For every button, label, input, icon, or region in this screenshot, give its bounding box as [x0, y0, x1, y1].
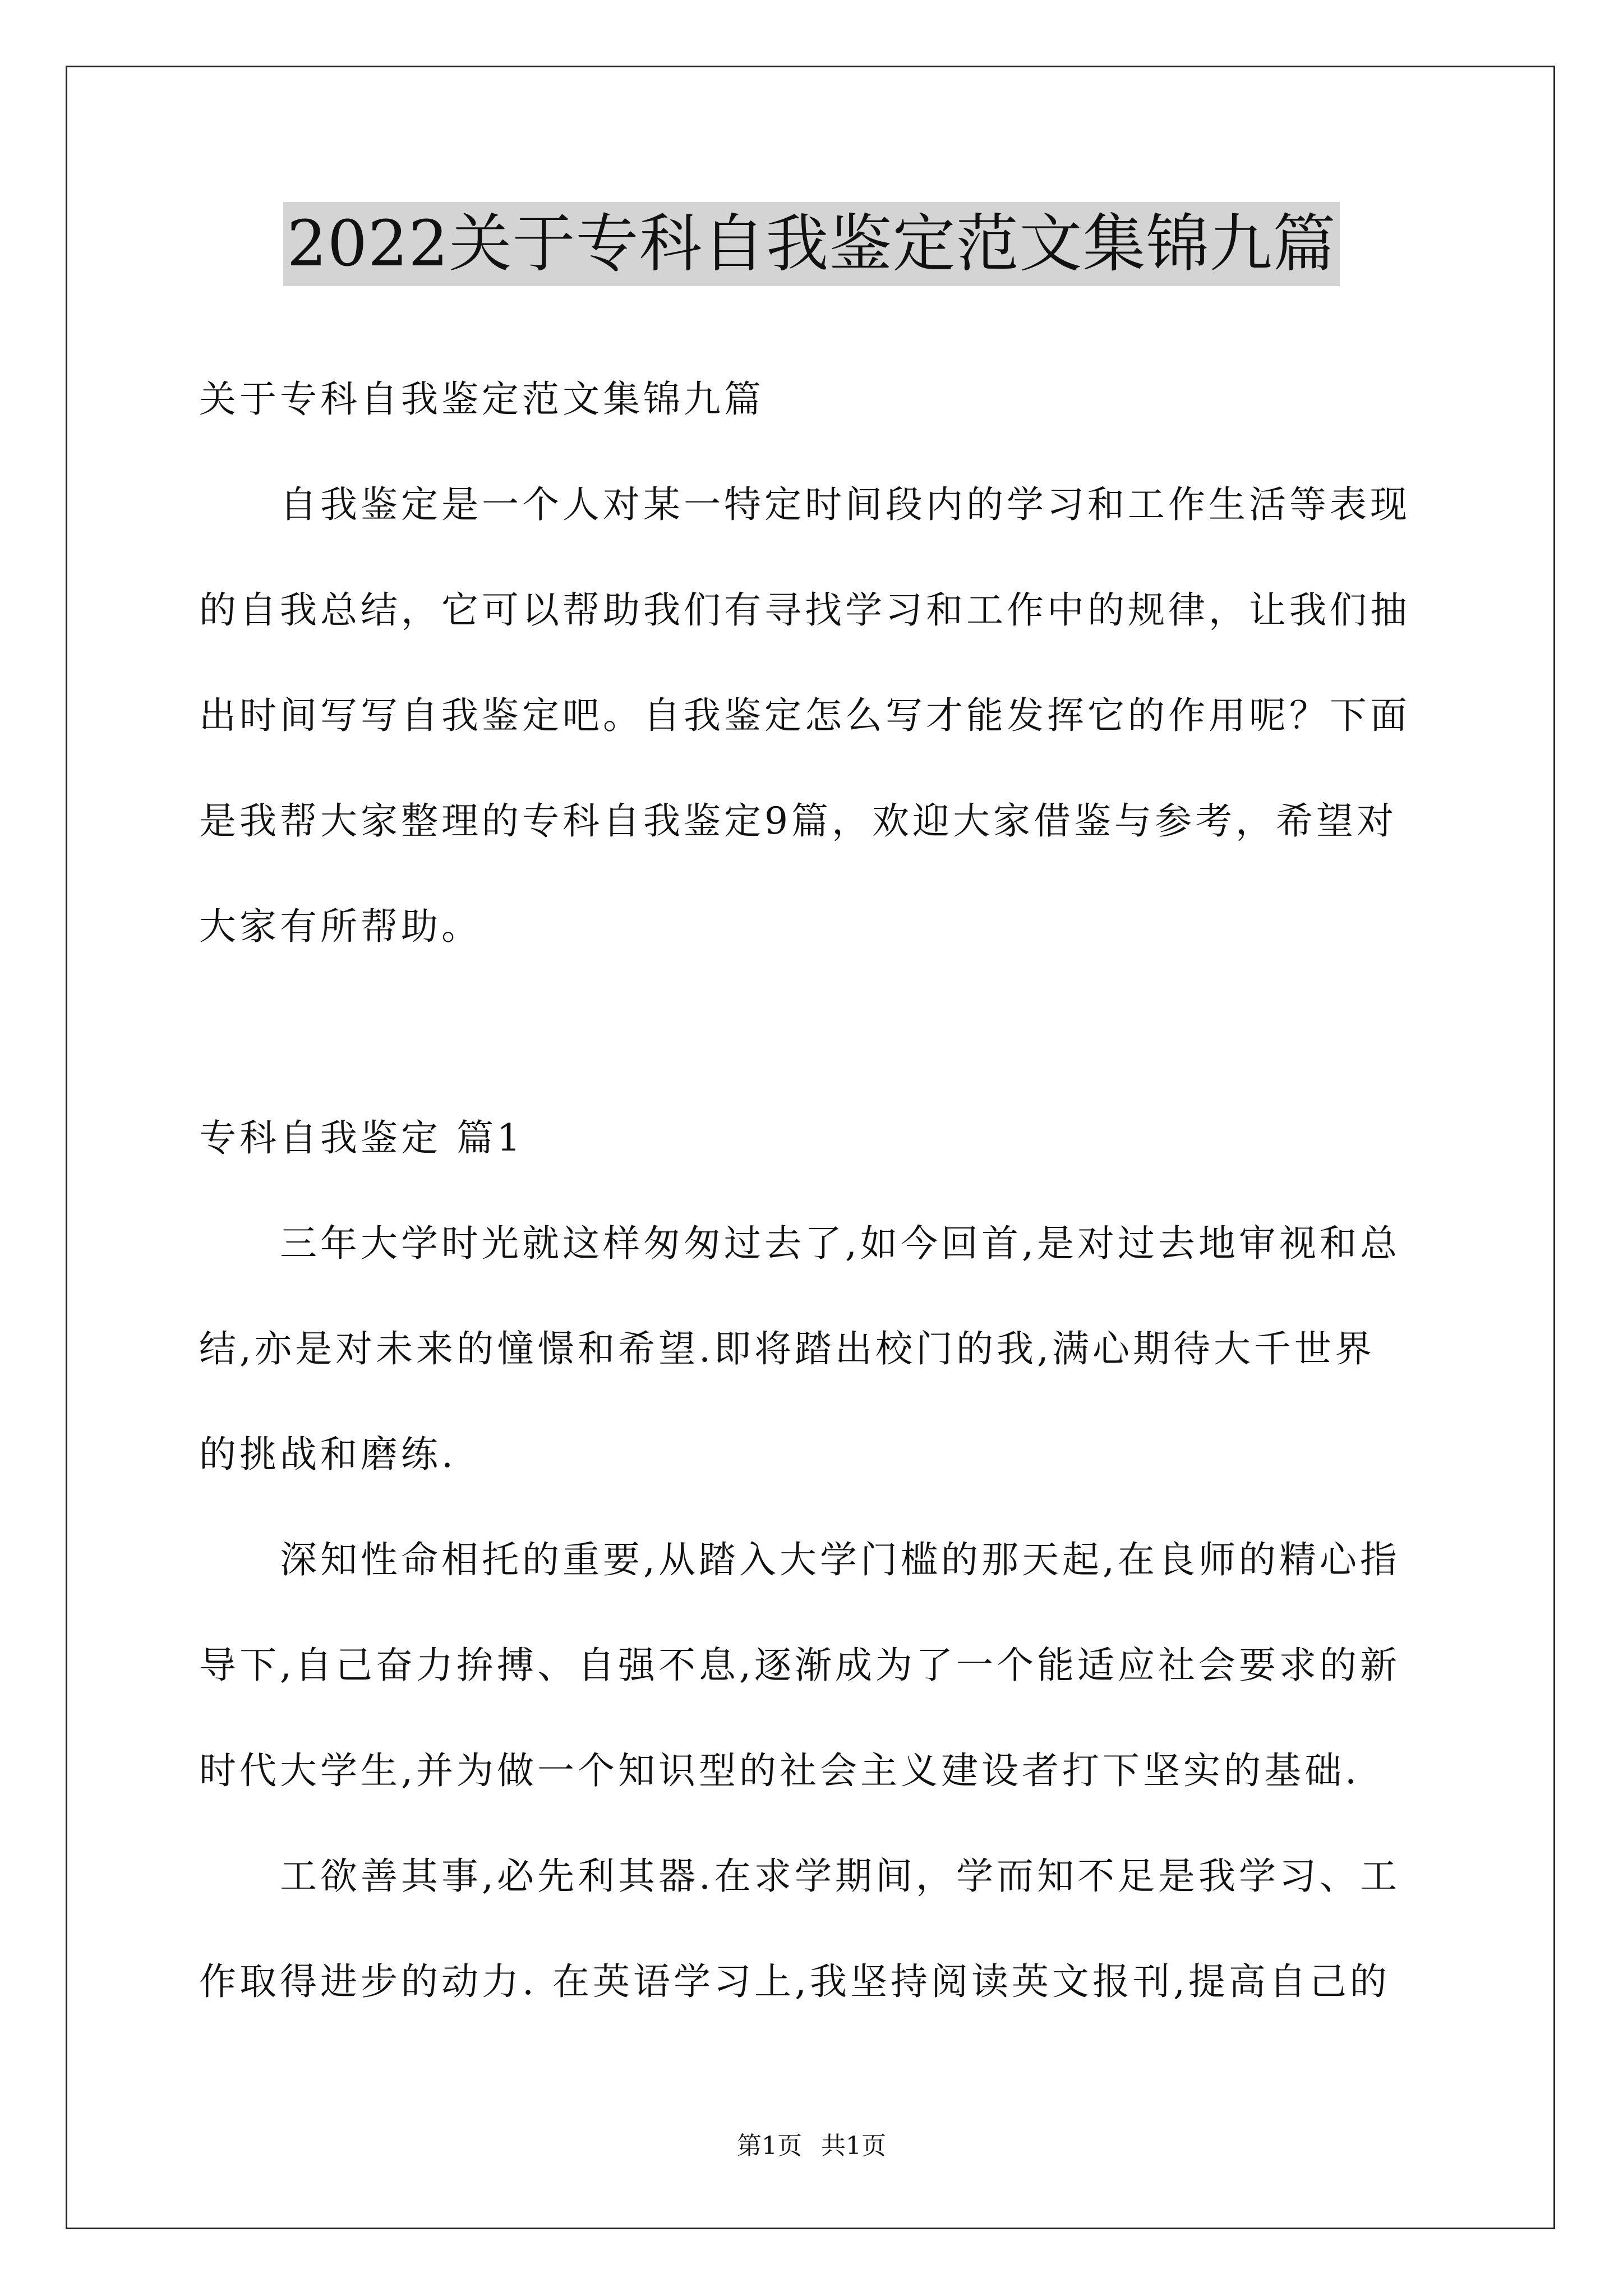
paragraph-line: 的挑战和磨练. [199, 1433, 457, 1476]
section-heading: 专科自我鉴定 篇1 [199, 1116, 524, 1159]
paragraph-line: 作取得进步的动力. 在英语学习上,我坚持阅读英文报刊,提高自己的 [199, 1960, 1390, 2003]
page-footer [0, 2129, 1623, 2163]
paragraph-line: 工欲善其事,必先利其器.在求学期间，学而知不足是我学习、工 [199, 1855, 1400, 1898]
paragraph-line: 自我鉴定是一个人对某一特定时间段内的学习和工作生活等表现 [199, 483, 1410, 526]
title-container [0, 202, 1623, 286]
paragraph-line: 大家有所帮助。 [199, 905, 482, 948]
paragraph-line: 导下,自己奋力拚搏、自强不息,逐渐成为了一个能适应社会要求的新 [199, 1644, 1400, 1687]
page-number: 第1页 [737, 2132, 802, 2160]
paragraph-line: 出时间写写自我鉴定吧。自我鉴定怎么写才能发挥它的作用呢？下面 [199, 694, 1410, 737]
paragraph-line: 时代大学生,并为做一个知识型的社会主义建设者打下坚实的基础. [199, 1749, 1360, 1792]
document-title: 2022关于专科自我鉴定范文集锦九篇 [283, 202, 1339, 286]
paragraph-line: 的自我总结，它可以帮助我们有寻找学习和工作中的规律，让我们抽 [199, 588, 1410, 632]
paragraph-line: 是我帮大家整理的专科自我鉴定9篇，欢迎大家借鉴与参考，希望对 [199, 799, 1397, 843]
paragraph-line: 结,亦是对未来的憧憬和希望.即将踏出校门的我,满心期待大千世界 [199, 1327, 1375, 1370]
paragraph-line: 深知性命相托的重要,从踏入大学门槛的那天起,在良师的精心指 [199, 1538, 1400, 1581]
document-subtitle: 关于专科自我鉴定范文集锦九篇 [199, 378, 764, 421]
paragraph-line: 三年大学时光就这样匆匆过去了,如今回首,是对过去地审视和总 [199, 1222, 1400, 1265]
page-total: 共1页 [821, 2132, 886, 2160]
